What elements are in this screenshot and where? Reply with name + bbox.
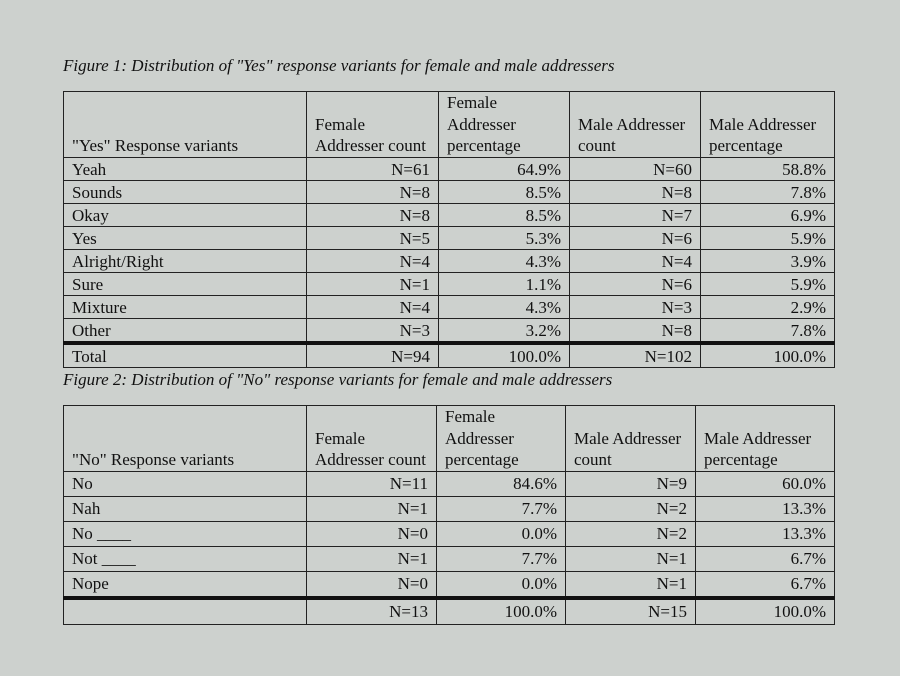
table-cell: N=5 xyxy=(307,226,439,249)
table-cell: 8.5% xyxy=(439,180,570,203)
table-cell: N=94 xyxy=(307,343,439,368)
table-row xyxy=(64,521,835,546)
table-cell: Sure xyxy=(64,272,307,295)
column-header: Male Addresser count xyxy=(566,406,696,472)
table-cell: N=13 xyxy=(307,598,437,625)
table-cell: N=8 xyxy=(570,180,701,203)
table-cell: 7.7% xyxy=(437,496,566,521)
column-header: Male Addresser percentage xyxy=(696,406,835,472)
table-cell: 7.7% xyxy=(437,546,566,571)
table-cell: N=4 xyxy=(307,249,439,272)
table-cell: 58.8% xyxy=(701,157,835,180)
table-cell: 7.8% xyxy=(701,180,835,203)
table-cell: N=7 xyxy=(570,203,701,226)
table-cell: Yeah xyxy=(64,157,307,180)
figure1-caption: Figure 1: Distribution of "Yes" response variants for female and male addressers xyxy=(63,56,615,75)
table-cell: 3.2% xyxy=(439,318,570,343)
table-cell: 0.0% xyxy=(437,521,566,546)
table-cell: 2.9% xyxy=(701,295,835,318)
table-row xyxy=(64,157,835,180)
table-cell: 7.8% xyxy=(701,318,835,343)
table-cell: 100.0% xyxy=(437,598,566,625)
column-header: Female Addresser percentage xyxy=(437,406,566,472)
table-cell: 13.3% xyxy=(696,496,835,521)
table-cell: N=1 xyxy=(307,546,437,571)
table-cell: 5.9% xyxy=(701,226,835,249)
table-cell: N=60 xyxy=(570,157,701,180)
table-cell: N=6 xyxy=(570,226,701,249)
table-cell: 5.3% xyxy=(439,226,570,249)
table-header-row xyxy=(64,92,835,158)
table-cell: 5.9% xyxy=(701,272,835,295)
table-cell: N=3 xyxy=(570,295,701,318)
table-cell: 8.5% xyxy=(439,203,570,226)
table-cell: No ____ xyxy=(64,521,307,546)
table-row xyxy=(64,226,835,249)
column-header: Female Addresser count xyxy=(307,406,437,472)
table-cell: N=11 xyxy=(307,471,437,496)
table-cell: N=4 xyxy=(307,295,439,318)
table-cell: N=1 xyxy=(566,571,696,598)
table-cell: 0.0% xyxy=(437,571,566,598)
table-cell: 6.7% xyxy=(696,546,835,571)
table-row xyxy=(64,295,835,318)
table-cell: 100.0% xyxy=(701,343,835,368)
column-header: Female Addresser count xyxy=(307,92,439,158)
table-cell: Total xyxy=(64,343,307,368)
table-row xyxy=(64,318,835,343)
table-cell: N=4 xyxy=(570,249,701,272)
column-header: Male Addresser count xyxy=(570,92,701,158)
table-header-row xyxy=(64,406,835,472)
table-cell: N=8 xyxy=(307,203,439,226)
table-row xyxy=(64,571,835,598)
column-header: "Yes" Response variants xyxy=(64,92,307,158)
column-header: Male Addresser percentage xyxy=(701,92,835,158)
table-total-row xyxy=(64,343,835,368)
table-cell: N=1 xyxy=(307,272,439,295)
table-cell xyxy=(64,598,307,625)
table-cell: Other xyxy=(64,318,307,343)
table-cell: N=102 xyxy=(570,343,701,368)
column-header: Female Addresser percentage xyxy=(439,92,570,158)
table-cell: Yes xyxy=(64,226,307,249)
table-cell: Sounds xyxy=(64,180,307,203)
table-cell: N=1 xyxy=(307,496,437,521)
table-cell: Mixture xyxy=(64,295,307,318)
table-row xyxy=(64,180,835,203)
table-row xyxy=(64,249,835,272)
table-cell: N=9 xyxy=(566,471,696,496)
table-cell: 4.3% xyxy=(439,295,570,318)
table-cell: 60.0% xyxy=(696,471,835,496)
table-cell: No xyxy=(64,471,307,496)
table-cell: N=15 xyxy=(566,598,696,625)
table-cell: Nah xyxy=(64,496,307,521)
table-cell: N=8 xyxy=(570,318,701,343)
figure2-caption: Figure 2: Distribution of "No" response variants for female and male addressers xyxy=(63,370,613,389)
table-row xyxy=(64,546,835,571)
table-row xyxy=(64,496,835,521)
table-cell: 100.0% xyxy=(696,598,835,625)
table-cell: 84.6% xyxy=(437,471,566,496)
table-row xyxy=(64,272,835,295)
table-cell: N=0 xyxy=(307,571,437,598)
table-cell: N=1 xyxy=(566,546,696,571)
table-cell: Nope xyxy=(64,571,307,598)
table-cell: 3.9% xyxy=(701,249,835,272)
table-cell: 100.0% xyxy=(439,343,570,368)
table-cell: N=6 xyxy=(570,272,701,295)
table-cell: Not ____ xyxy=(64,546,307,571)
table-cell: 13.3% xyxy=(696,521,835,546)
table-cell: N=61 xyxy=(307,157,439,180)
table-cell: 6.9% xyxy=(701,203,835,226)
table-cell: N=2 xyxy=(566,521,696,546)
no-variants-table xyxy=(63,405,835,625)
table-cell: 6.7% xyxy=(696,571,835,598)
table-cell: 1.1% xyxy=(439,272,570,295)
table-cell: N=8 xyxy=(307,180,439,203)
table-cell: N=3 xyxy=(307,318,439,343)
yes-variants-table xyxy=(63,91,835,368)
table-cell: 4.3% xyxy=(439,249,570,272)
table-cell: N=0 xyxy=(307,521,437,546)
table-cell: N=2 xyxy=(566,496,696,521)
table-cell: Okay xyxy=(64,203,307,226)
column-header: "No" Response variants xyxy=(64,406,307,472)
table-total-row xyxy=(64,598,835,625)
table-cell: 64.9% xyxy=(439,157,570,180)
table-cell: Alright/Right xyxy=(64,249,307,272)
table-row xyxy=(64,203,835,226)
table-row xyxy=(64,471,835,496)
